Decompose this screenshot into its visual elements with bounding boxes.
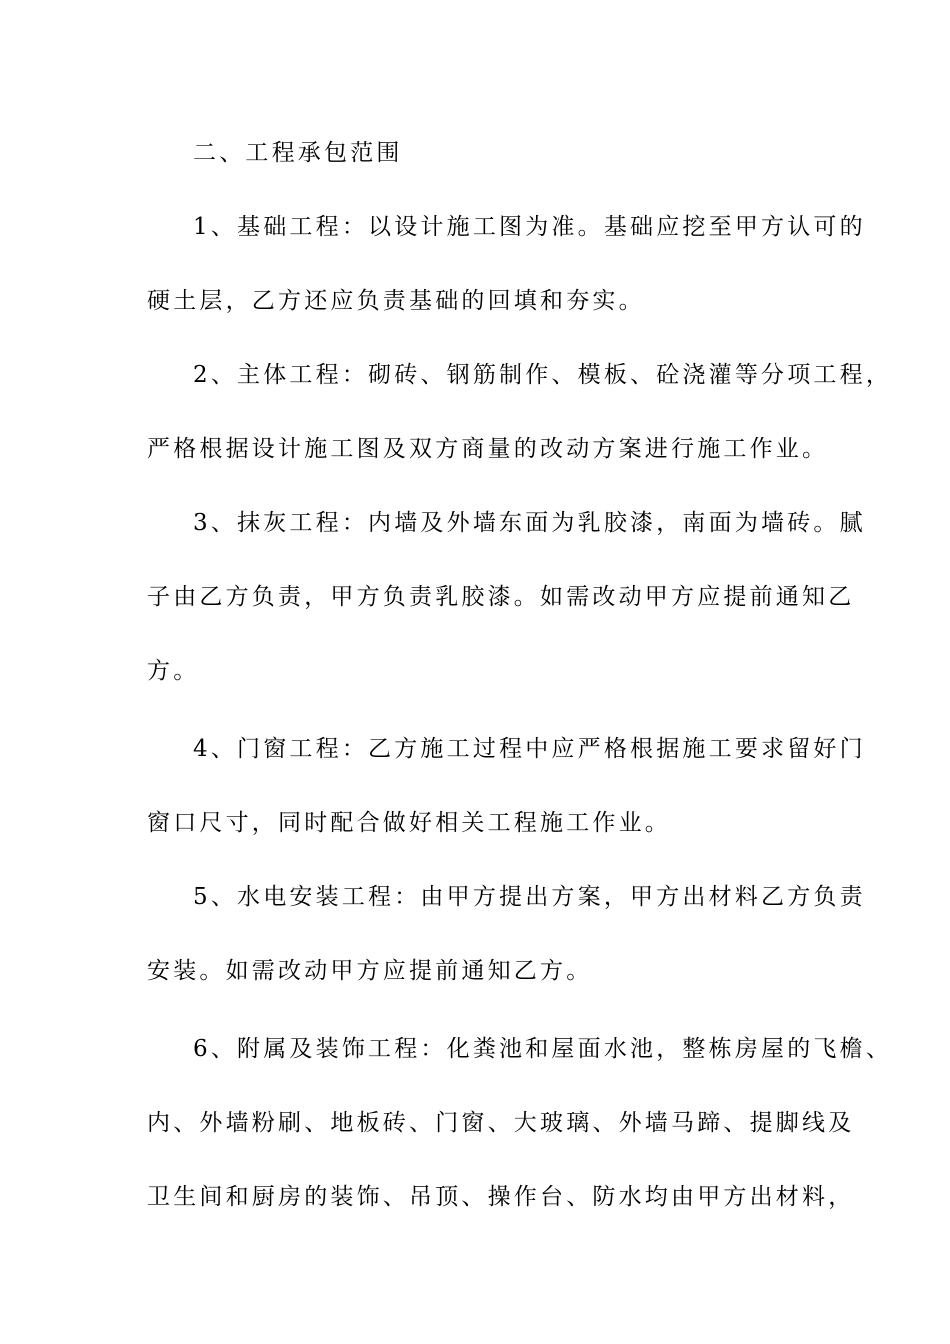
text-line: 窗口尺寸，同时配合做好相关工程施工作业。 — [147, 810, 671, 836]
text-line: 卫生间和厨房的装饰、吊顶、操作台、防水均由甲方出材料， — [147, 1184, 855, 1210]
text-line: 方。 — [147, 658, 200, 684]
text-line: 2、主体工程：砌砖、钢筋制作、模板、砼浇灌等分项工程， — [193, 362, 893, 388]
text-line: 严格根据设计施工图及双方商量的改动方案进行施工作业。 — [147, 436, 829, 462]
text-line: 安装。如需改动甲方应提前通知乙方。 — [147, 958, 593, 984]
text-line: 子由乙方负责，甲方负责乳胶漆。如需改动甲方应提前通知乙 — [147, 584, 855, 610]
text-line: 1、基础工程：以设计施工图为准。基础应挖至甲方认可的 — [193, 214, 866, 240]
text-line: 3、抹灰工程：内墙及外墙东面为乳胶漆，南面为墙砖。腻 — [193, 510, 866, 536]
text-line: 4、门窗工程：乙方施工过程中应严格根据施工要求留好门 — [193, 736, 866, 762]
text-line: 6、附属及装饰工程：化粪池和屋面水池，整栋房屋的飞檐、 — [193, 1036, 893, 1062]
text-line: 5、水电安装工程：由甲方提出方案，甲方出材料乙方负责 — [193, 884, 866, 910]
text-line: 硬土层，乙方还应负责基础的回填和夯实。 — [147, 288, 645, 314]
section-heading: 二、工程承包范围 — [193, 140, 403, 166]
text-line: 内、外墙粉刷、地板砖、门窗、大玻璃、外墙马蹄、提脚线及 — [147, 1110, 855, 1136]
